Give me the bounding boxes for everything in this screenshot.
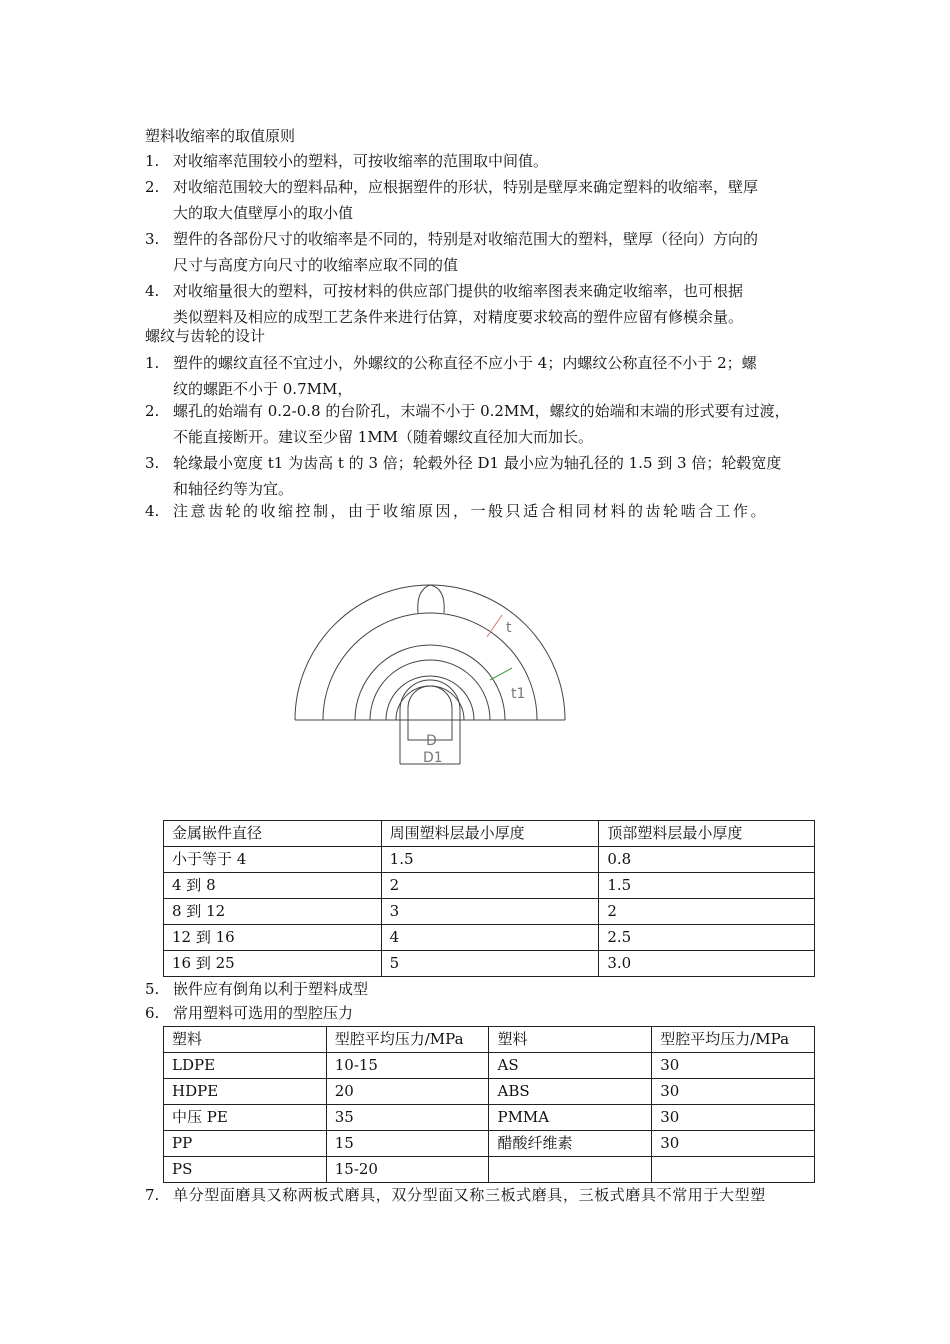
table-row: 16 到 25 5 3.0 <box>164 951 815 977</box>
table-row: 小于等于 4 1.5 0.8 <box>164 847 815 873</box>
list-item: 7. 单分型面磨具又称两板式磨具，双分型面又称三板式磨具，三板式磨具不常用于大型塑 <box>145 1186 766 1204</box>
list-item: 2. 螺孔的始端有 0.2-0.8 的台阶孔，末端不小于 0.2MM，螺纹的始端和末端的形式要有过渡， 不能直接断开。建议至少留 1MM（随着螺纹直径加大而加长。 <box>145 402 790 446</box>
list-item: 3. 塑件的各部份尺寸的收缩率是不同的，特别是对收缩范围大的塑料，壁厚（径向）方向的 尺寸与高度方向尺寸的收缩率应取不同的值 <box>145 230 759 274</box>
table-header-row: 塑料 型腔平均压力/MPa 塑料 型腔平均压力/MPa <box>164 1027 815 1053</box>
label-t: t <box>506 620 512 636</box>
list-item: 5. 嵌件应有倒角以利于塑料成型 <box>145 980 369 998</box>
hub-outer-arc <box>355 645 505 720</box>
table-row: 中压 PE 35 PMMA 30 <box>164 1105 815 1131</box>
table-header-row: 金属嵌件直径 周围塑料层最小厚度 顶部塑料层最小厚度 <box>164 821 815 847</box>
insert-thickness-table <box>163 820 815 977</box>
list-item: 1. 塑件的螺纹直径不宜过小，外螺纹的公称直径不应小于 4；内螺纹公称直径不小于 2；螺 纹的螺距不小于 0.7MM， <box>145 354 757 398</box>
table-row: PP 15 醋酸纤维素 30 <box>164 1131 815 1157</box>
cavity-pressure-table <box>163 1026 815 1183</box>
dimension-t <box>487 615 502 637</box>
gear-tooth <box>418 585 444 613</box>
label-D: D <box>426 733 437 749</box>
dimension-t1 <box>490 668 512 680</box>
gear-cross-section-diagram <box>290 580 580 770</box>
list-item: 4. 注意齿轮的收缩控制，由于收缩原因，一般只适合相同材料的齿轮啮合工作。 <box>145 502 769 520</box>
section-title-thread-gear: 螺纹与齿轮的设计 <box>145 327 266 345</box>
label-D1: D1 <box>423 750 443 766</box>
list-item: 6. 常用塑料可选用的型腔压力 <box>145 1004 354 1022</box>
list-item: 1. 对收缩率范围较小的塑料，可按收缩率的范围取中间值。 <box>145 152 549 170</box>
section-title-shrinkage: 塑料收缩率的取值原则 <box>145 127 296 145</box>
table-row: PS 15-20 <box>164 1157 815 1183</box>
table-row: HDPE 20 ABS 30 <box>164 1079 815 1105</box>
tooth-root-arc <box>323 613 537 720</box>
label-t1: t1 <box>511 686 526 702</box>
table-row: 4 到 8 2 1.5 <box>164 873 815 899</box>
list-item: 3. 轮缘最小宽度 t1 为齿高 t 的 3 倍；轮毂外径 D1 最小应为轴孔径的 1.5 到 3 倍；轮毂宽度 和轴径约等为宜。 <box>145 454 782 498</box>
table-row: 8 到 12 3 2 <box>164 899 815 925</box>
table-row: 12 到 16 4 2.5 <box>164 925 815 951</box>
table-row: LDPE 10-15 AS 30 <box>164 1053 815 1079</box>
list-item: 2. 对收缩范围较大的塑料品种，应根据塑件的形状，特别是壁厚来确定塑料的收缩率，壁厚 大的取大值壁厚小的取小值 <box>145 178 759 222</box>
list-item: 4. 对收缩量很大的塑料，可按材料的供应部门提供的收缩率图表来确定收缩率，也可根据 类似塑料及相应的成型工艺条件来进行估算，对精度要求较高的塑件应留有修模余量。 <box>145 282 744 326</box>
